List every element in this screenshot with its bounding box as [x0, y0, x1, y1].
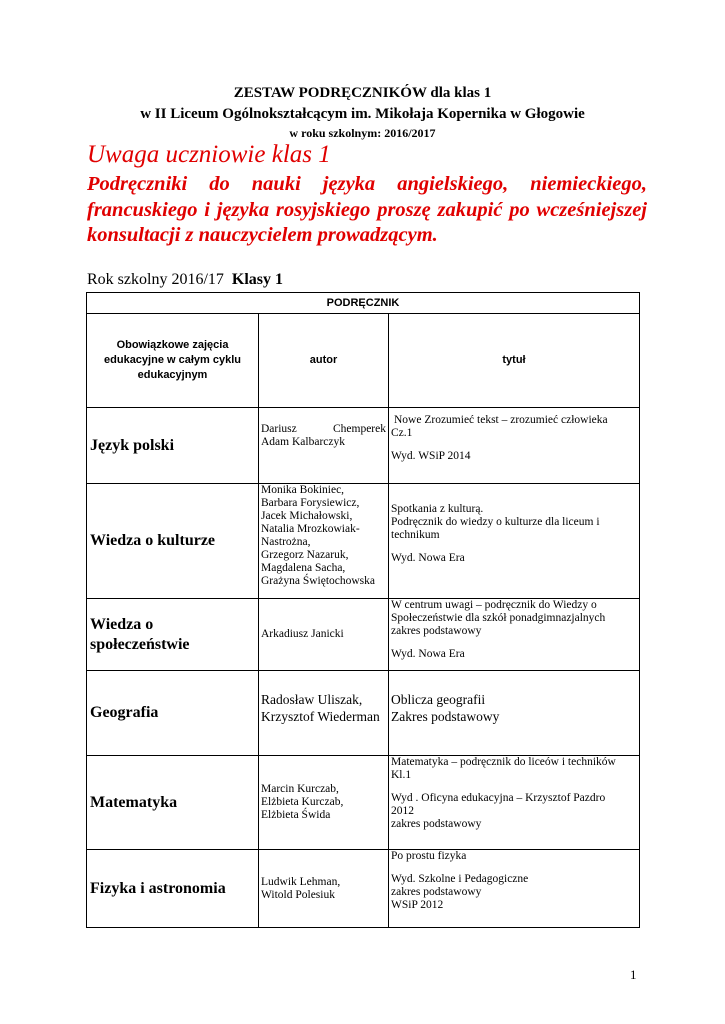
author-line: Barbara Forysiewicz,: [261, 497, 360, 509]
school-year-subtitle: w roku szkolnym: 2016/2017: [289, 126, 436, 140]
title-line: Matematyka – podręcznik do liceów i techników: [391, 756, 616, 768]
subject-cell: Wiedza o kulturze: [87, 484, 259, 599]
author-line: Elżbieta Świda: [261, 809, 331, 821]
scope-line: zakres podstawowy: [391, 886, 482, 898]
publisher-line: Wyd. Nowa Era: [391, 648, 465, 660]
table-row: [87, 484, 640, 599]
title-cell: [389, 599, 640, 671]
column-header-subject: Obowiązkowe zajęcia edukacyjne w całym cyklu edukacyjnym: [87, 314, 259, 408]
author-line: Grażyna Świętochowska: [261, 575, 376, 587]
subject-cell: Język polski: [87, 408, 259, 484]
author-line: Jacek Michałowski,: [261, 510, 353, 522]
title-line: Podręcznik do wiedzy o kulturze dla liceum i technikum: [391, 516, 600, 541]
author-line: Arkadiusz Janicki: [261, 628, 344, 640]
textbook-table: [86, 292, 640, 928]
author-line: Radosław Uliszak,: [261, 692, 363, 707]
publisher-year-line: WSiP 2012: [391, 899, 444, 911]
table-row: [87, 850, 640, 928]
table-top-header: PODRĘCZNIK: [87, 293, 640, 314]
author-cell: [259, 671, 389, 756]
author-cell: [259, 756, 389, 850]
subject-line: Wiedza o: [90, 615, 154, 633]
author-line: Monika Bokiniec,: [261, 484, 345, 496]
table-row: [87, 756, 640, 850]
title-line: Spotkania z kulturą.: [391, 503, 484, 515]
document-title: ZESTAW PODRĘCZNIKÓW dla klas 1: [233, 85, 492, 101]
author-cell: [259, 599, 389, 671]
table-row: [87, 599, 640, 671]
publisher-line: Wyd . Oficyna edukacyjna – Krzysztof Pazdro: [391, 792, 606, 804]
title-line: Kl.1: [391, 769, 412, 781]
publisher-line: Wyd. Nowa Era: [391, 552, 465, 564]
author-line: Marcin Kurczab,: [261, 783, 339, 795]
author-line: Magdalena Sacha,: [261, 562, 346, 574]
author-line: Natalia Mrozkowiak-: [261, 523, 360, 535]
author-line: Nastrożna,: [261, 536, 311, 548]
notice-text: Podręczniki do nauki języka angielskiego, niemieckiego, francuskiego i języka rosyjskiego proszę zakupić po wcześniejszej konsultacji z nauczycielem prowadzącym.: [87, 173, 647, 246]
title-cell: [389, 408, 640, 484]
author-last-name: Chemperek: [332, 423, 386, 435]
title-cell: [389, 756, 640, 850]
author-line: Krzysztof Wiederman: [261, 709, 380, 724]
subject-cell: Geografia: [87, 671, 259, 756]
title-line: Zakres podstawowy: [391, 709, 500, 724]
title-line: Oblicza geografii: [391, 692, 486, 707]
table-row: [87, 408, 640, 484]
author-line: Elżbieta Kurczab,: [261, 796, 344, 808]
publisher-line: Wyd. WSiP 2014: [391, 450, 471, 462]
subject-cell: Matematyka: [87, 756, 259, 850]
author-line: Adam Kalbarczyk: [261, 436, 345, 448]
author-cell: [259, 408, 389, 484]
author-cell: [259, 850, 389, 928]
scope-line: zakres podstawowy: [391, 818, 482, 830]
author-line: Grzegorz Nazaruk,: [261, 549, 349, 561]
title-line: Nowe Zrozumieć tekst – zrozumieć człowieka: [394, 414, 608, 426]
author-line: Ludwik Lehman,: [261, 875, 341, 888]
title-line: Po prostu fizyka: [391, 850, 467, 862]
title-cell: [389, 484, 640, 599]
title-line: Cz.1: [391, 427, 413, 439]
author-first-name: Dariusz: [261, 423, 297, 435]
column-header-author: autor: [259, 314, 389, 408]
publisher-line: Wyd. Szkolne i Pedagogiczne: [391, 873, 529, 885]
subject-line: społeczeństwie: [90, 635, 190, 653]
author-line: Witold Polesiuk: [261, 888, 335, 901]
title-line: zakres podstawowy: [391, 625, 482, 637]
author-cell: [259, 484, 389, 599]
year-line: [87, 271, 283, 289]
table-row: [87, 671, 640, 756]
title-cell: [389, 850, 640, 928]
school-name: w II Liceum Ogólnokształcącym im. Mikołaja Kopernika w Głogowie: [140, 106, 585, 122]
classes-label: Klasy 1: [231, 271, 284, 288]
notice-title: Uwaga uczniowie klas 1: [87, 141, 331, 168]
subject-cell: Fizyka i astronomia: [87, 850, 259, 928]
page-number: 1: [630, 967, 637, 982]
year-line: 2012: [391, 805, 414, 817]
year-label: Rok szkolny 2016/17: [87, 271, 224, 288]
title-cell: [389, 671, 640, 756]
title-line: W centrum uwagi – podręcznik do Wiedzy o Społeczeństwie dla szkół ponadgimnazjalnych: [391, 599, 606, 624]
subject-cell: [87, 599, 259, 671]
column-header-title: tytuł: [389, 314, 640, 408]
